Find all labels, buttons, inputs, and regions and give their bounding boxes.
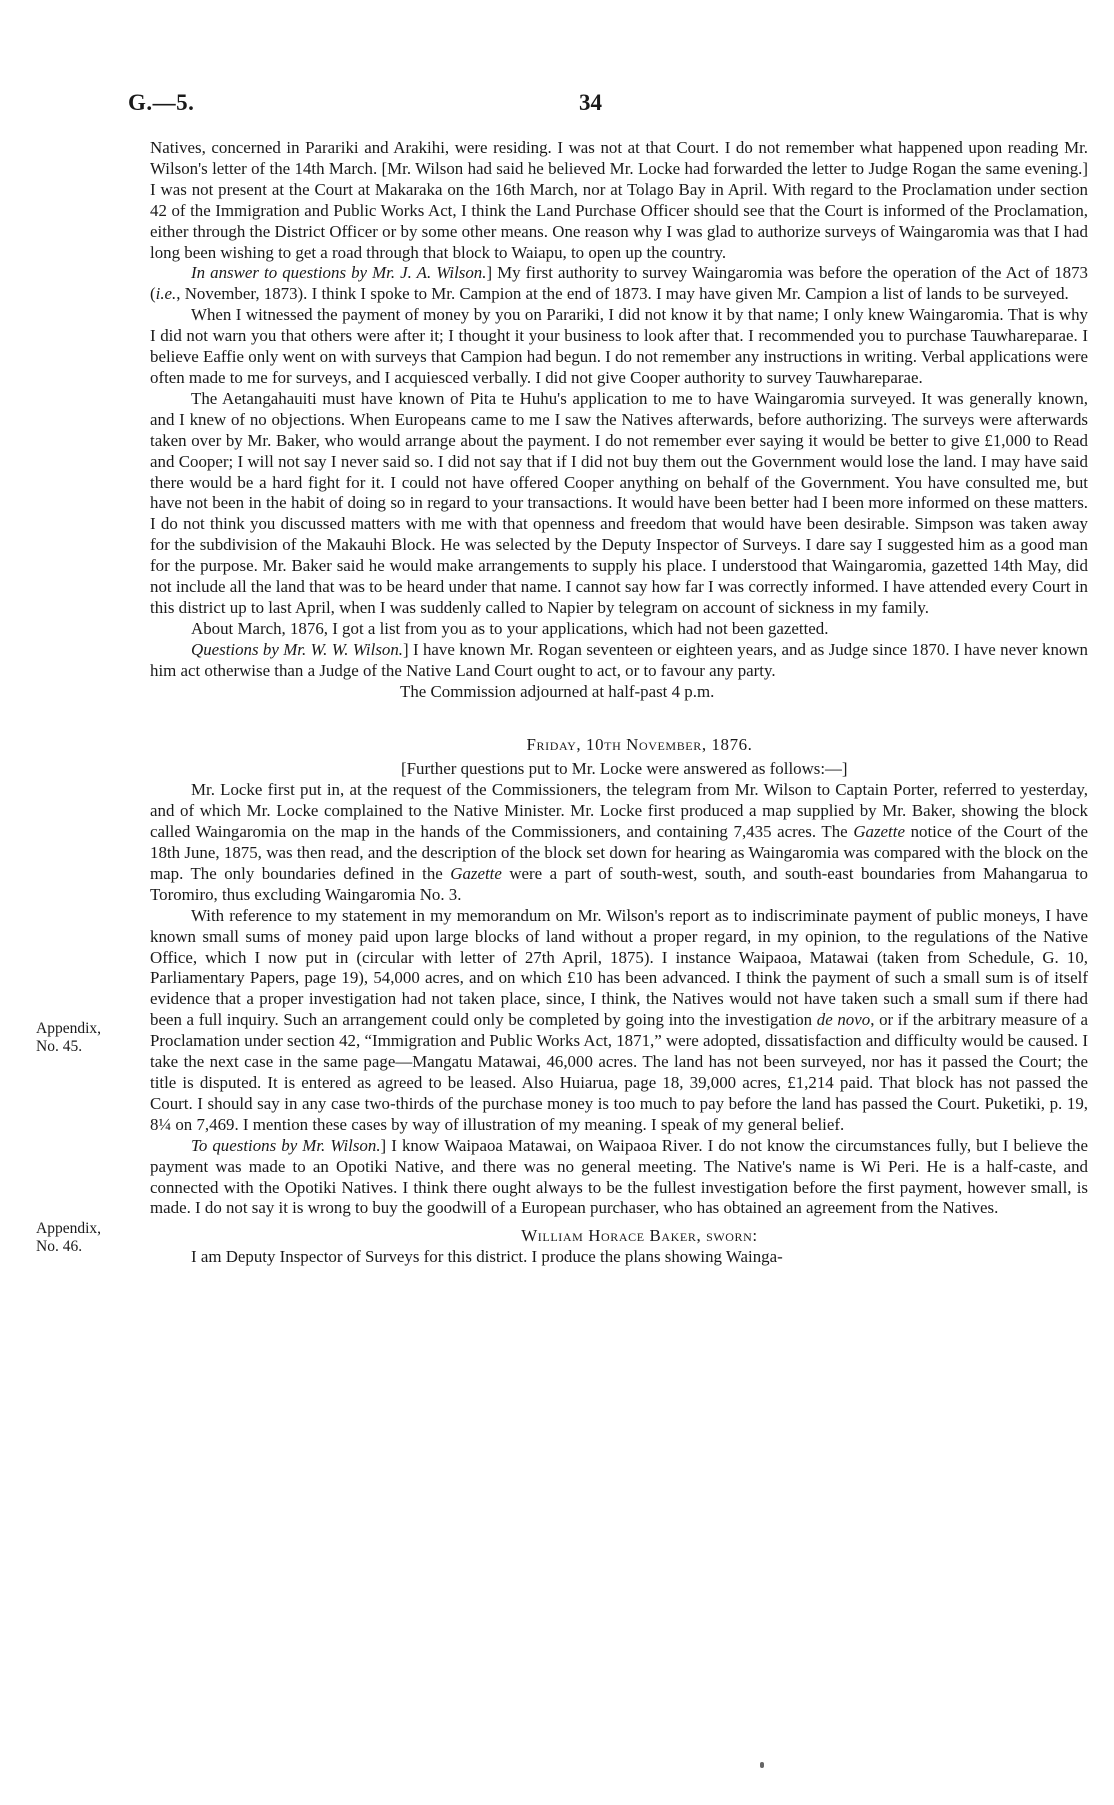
paragraph-text: , November, 1873). I think I spoke to Mr. Campion at the end of 1873. I may have given Mr. Campion a list of lands to be surveyed.: [176, 284, 1069, 304]
witness-heading: William Horace Baker, sworn:: [521, 1226, 758, 1246]
margin-note-line: No. 45.: [36, 1038, 83, 1055]
page-header: [128, 90, 1088, 124]
paragraph: The Aetangahauiti must have known of Pita te Huhu's application to me to have Waingaromia surveyed. It was generally known, and I knew of no objections. When Europeans came to me I saw the Natives afterwards, before authorizing. The surveys were afterwards taken over by Mr. Baker, who would arrange about the payment. I do not remember ever saying it would be better to give £1,000 to Read and Cooper; I will not say I never said so. I did not say that if I did not buy them out the Government would lose the land. I may have said there would be a hard fight for it. I could not have offered Cooper anything on behalf of the Government. You have consulted me, but have not been in the habit of doing so in regard to your transactions. It would have been better had I been more informed on these matters. I do not think you discussed matters with me with that openness and freedom that would have been desirable. Simpson was taken away for the subdivision of the Makauhi Block. He was selected by the Deputy Inspector of Surveys. I dare say I suggested him as a good man for the purpose. Mr. Baker said he would make arrangements to supply his place. I understood that Waingaromia, gazetted 14th May, did not include all the land that was to be heard under that name. I cannot say how far I was correctly informed. I have attended every Court in this district up to last April, when I was suddenly called to Napier by telegram on account of sickness in my family.: [150, 388, 1088, 617]
page-number: 34: [579, 90, 602, 115]
margin-note-line: Appendix,: [36, 1220, 102, 1237]
paragraph-text: notice of the Court of the 18th June, 1875, was then read, and the description of the block set down for hearing as Waingaromia was compared with the block on the map. The only boundaries defined in the: [150, 822, 1088, 883]
paragraph: About March, 1876, I got a list from you as to your applications, which had not been gazetted.: [191, 618, 829, 638]
paragraph: [150, 263, 1088, 305]
print-mark: [760, 1762, 764, 1768]
body-text: [150, 138, 1088, 1268]
paragraph: Natives, concerned in Parariki and Arakihi, were residing. I was not at that Court. I do not remember what happened upon reading Mr. Wilson's letter of the 14th March. [Mr. Wilson had said he believed Mr. Locke had forwarded the letter to Judge Rogan the same evening.] I was not present at the Court at Makaraka on the 16th March, nor at Tolago Bay in April. With regard to the Proclamation under section 42 of the Immigration and Public Works Act, I think the Land Purchase Officer should see that the Court is informed of the Proclamation, either through the District Officer or by some other means. One reason why I was glad to authorize surveys of Waingaromia was that I had long been wishing to get a road through that block to Waiapu, to open up the country.: [150, 138, 1088, 262]
margin-note-appendix-46: [36, 1220, 136, 1256]
date-heading: Friday, 10th November, 1876.: [526, 735, 753, 755]
question-attribution: In answer to questions by Mr. J. A. Wilson.: [191, 263, 487, 283]
italic-text: Gazette: [450, 863, 502, 883]
question-attribution: To questions by Mr. Wilson.: [191, 1135, 381, 1155]
margin-note-line: No. 46.: [36, 1238, 83, 1255]
paragraph-text: , or if the arbitrary measure of a Proclamation under section 42, “Immigration and Public Works Act, 1871,” were adopted, dissatisfaction and difficulty would be caused. I take the next case in the same page—Mangatu Matawai, 46,000 acres. The land has not been surveyed, nor has it passed the Court; the title is disputed. It is entered as agreed to be leased. Also Huiarua, page 18, 39,000 acres, £1,214 paid. That block has not passed the Court. I should say in any case two-thirds of the purchase money is too much to pay before the land has passed the Court. Puketiki, p. 19, 8¼ on 7,469. I mention these cases by way of illustration of my meaning. I speak of my general belief.: [150, 1010, 1089, 1134]
paragraph: [150, 640, 1088, 682]
paragraph: [150, 906, 1088, 1136]
paragraph-text: ] My first authority to survey Waingaromia was before the operation of the Act of 1873 (: [150, 263, 1088, 304]
adjournment-note: The Commission adjourned at half-past 4 p.m.: [400, 681, 715, 701]
margin-note-line: Appendix,: [36, 1020, 102, 1037]
paragraph: When I witnessed the payment of money by you on Parariki, I did not know it by that name; I only knew Waingaromia. That is why I did not warn you that others were after it; I thought it your business to look after that. I recommended you to purchase Tauwhareparae. I believe Eaffie only went on with surveys that Campion had begun. I do not remember any instructions in writing. Verbal applications were often made to me for surveys, and I acquiesced verbally. I did not give Cooper authority to survey Tauwhareparae.: [150, 305, 1088, 387]
paragraph-text: Mr. Locke first put in, at the request of the Commissioners, the telegram from Mr. Wilson to Captain Porter, referred to yesterday, and of which Mr. Locke complained to the Native Minister. Mr. Locke first produced a map supplied by Mr. Baker, showing the block called Waingaromia on the map in the hands of the Commissioners, and containing 7,435 acres. The: [150, 780, 1088, 842]
paragraph: I am Deputy Inspector of Surveys for this district. I produce the plans showing Wainga-: [191, 1247, 783, 1267]
margin-note-appendix-45: [36, 1020, 136, 1056]
paragraph-text: were a part of south-west, south, and south-east boundaries from Mahangarua to Toromiro, thus excluding Waingaromia No. 3.: [150, 863, 1088, 904]
paragraph: [150, 1136, 1088, 1220]
italic-text: Gazette: [853, 822, 905, 842]
paragraph: [150, 780, 1088, 905]
paragraph-text: ] I know Waipaoa Matawai, on Waipaoa River. I do not know the circumstances fully, but I believe the payment was made to an Opotiki Native, and there was no general meeting. The Native's name is Wi Peri. He is a half-caste, and connected with the Opotiki Natives. I think there ought always to be the fullest investigation before the first payment, however small, is made. I do not say it is wrong to buy the goodwill of a European purchaser, who has obtained an agreement from the Natives.: [150, 1135, 1088, 1218]
italic-text: de novo: [816, 1010, 871, 1030]
question-attribution: Questions by Mr. W. W. Wilson.: [191, 639, 404, 659]
bracket-note: [Further questions put to Mr. Locke were answered as follows:—]: [401, 759, 848, 779]
paragraph-text: With reference to my statement in my memorandum on Mr. Wilson's report as to indiscriminate payment of public moneys, I have known small sums of money paid upon large blocks of land without a proper regard, in my opinion, to the regulations of the Native Office, which I now put in (circular with letter of 27th April, 1875). I instance Waipaoa, Matawai (taken from Schedule, G. 10, Parliamentary Papers, page 19), 54,000 acres, and on which £10 has been advanced. I think the payment of such a small sum is of itself evidence that a proper investigation had not taken place, since, I think, the Natives would not have taken such a small sum if there had been a full inquiry. Such an arrangement could only be completed by going into the investigation: [150, 905, 1088, 1030]
italic-text: i.e.: [155, 284, 177, 304]
paragraph-text: ] I have known Mr. Rogan seventeen or eighteen years, and as Judge since 1870. I have never known him act otherwise than a Judge of the Native Land Court ought to act, or to favour any party.: [150, 639, 1088, 680]
document-reference: G.—5.: [128, 90, 195, 115]
